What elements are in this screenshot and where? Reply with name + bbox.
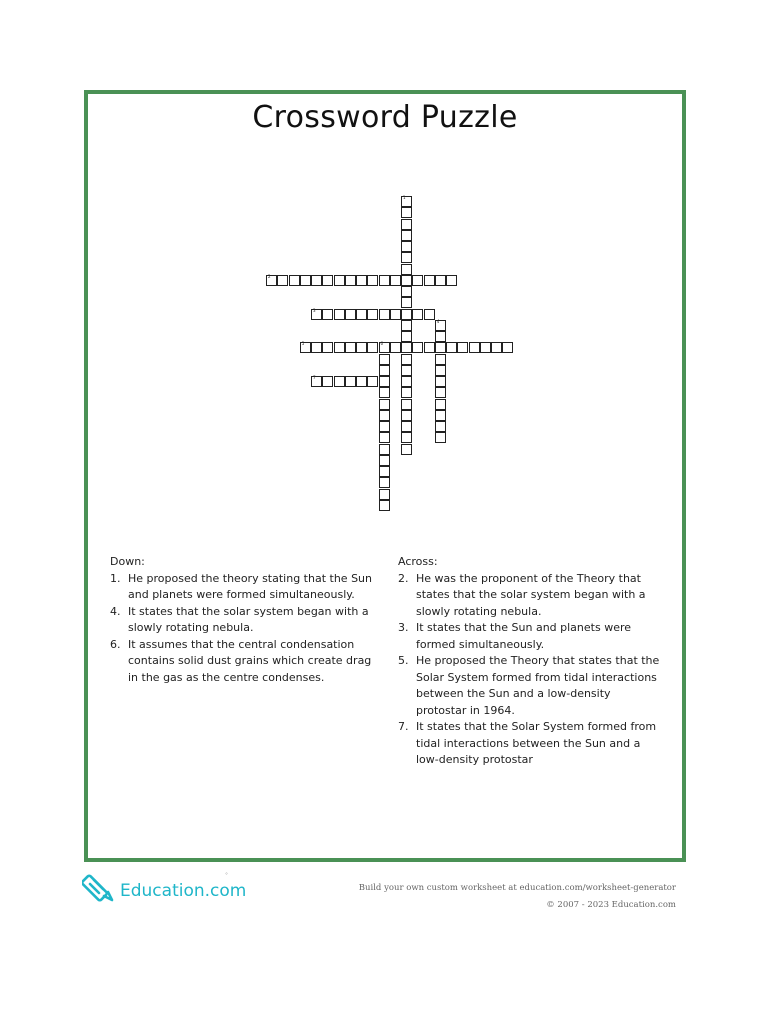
crossword-cell[interactable] [424,275,435,286]
crossword-cell[interactable] [334,309,345,320]
crossword-cell[interactable] [390,309,401,320]
crossword-cell[interactable] [435,275,446,286]
crossword-cell[interactable] [401,264,412,275]
footer-generator-link[interactable]: Build your own custom worksheet at education.com/worksheet-generator [358,883,676,893]
crossword-cell[interactable] [435,354,446,365]
crossword-cell[interactable] [367,342,378,353]
clue-text: It states that the solar system began with a slowly rotating nebula. [128,604,369,634]
crossword-cell[interactable] [401,241,412,252]
crossword-cell[interactable] [356,309,367,320]
crossword-cell[interactable] [435,410,446,421]
crossword-cell[interactable] [401,421,412,432]
crossword-cell[interactable] [322,309,333,320]
crossword-cell[interactable] [379,376,390,387]
cell-number: 5 [301,341,305,347]
crossword-cell[interactable] [356,376,367,387]
crossword-cell[interactable] [401,286,412,297]
crossword-cell[interactable] [379,432,390,443]
crossword-cell[interactable] [401,207,412,218]
crossword-cell[interactable] [401,387,412,398]
clue-text: It assumes that the central condensation contains solid dust grains which create drag in the gas as the centre condenses. [128,637,372,684]
cell-number: 4 [436,318,440,324]
crossword-cell[interactable] [322,342,333,353]
clue-number: 5. [398,654,409,667]
crossword-cell[interactable] [322,275,333,286]
crossword-cell[interactable] [401,354,412,365]
crossword-cell[interactable] [379,365,390,376]
crossword-cell[interactable] [379,309,390,320]
down-clues [110,554,372,686]
crossword-cell[interactable] [435,342,446,353]
crossword-cell[interactable] [390,275,401,286]
crossword-cell[interactable] [266,275,277,286]
crossword-cell[interactable] [424,309,435,320]
crossword-cell[interactable] [334,376,345,387]
crossword-cell[interactable] [356,342,367,353]
education-logo[interactable] [82,872,246,910]
crossword-cell[interactable] [401,275,412,286]
crossword-cell[interactable] [311,342,322,353]
clue-text: He proposed the theory stating that the Sun and planets were formed simultaneously. [128,571,372,601]
clue-text: He was the proponent of the Theory that states that the solar system began with a slowly rotating nebula. [416,571,646,618]
crossword-cell[interactable] [356,275,367,286]
crossword-cell[interactable] [379,387,390,398]
crossword-cell[interactable] [435,331,446,342]
across-clues [398,554,663,769]
crossword-cell[interactable] [345,376,356,387]
crossword-cell[interactable] [401,342,412,353]
crossword-cell[interactable] [401,252,412,263]
crossword-cell[interactable] [401,365,412,376]
crossword-cell[interactable] [401,432,412,443]
cell-number: 6 [380,341,384,347]
crossword-cell[interactable] [334,342,345,353]
clue-down-1 [110,571,372,604]
crossword-cell[interactable] [345,275,356,286]
crossword-cell[interactable] [300,342,311,353]
crossword-cell[interactable] [435,387,446,398]
crossword-cell[interactable] [289,275,300,286]
clue-number: 4. [110,604,121,618]
crossword-cell[interactable] [457,342,468,353]
clue-number: 7. [398,720,409,733]
crossword-cell[interactable] [277,275,288,286]
crossword-cell[interactable] [446,342,457,353]
clue-text: It states that the Sun and planets were formed simultaneously. [416,621,632,651]
cell-number: 1 [403,195,406,200]
page-title: Crossword Puzzle [252,100,518,135]
crossword-cell[interactable] [367,309,378,320]
crossword-cell[interactable] [401,331,412,342]
crossword-cell[interactable] [345,342,356,353]
crossword-cell[interactable] [401,399,412,410]
crossword-cell[interactable] [401,376,412,387]
clue-across-3 [398,620,663,653]
crossword-cell[interactable] [367,275,378,286]
crossword-cell[interactable] [311,376,322,387]
cell-number: 7 [313,375,316,380]
pencil-logo-icon [82,872,116,910]
crossword-cell[interactable] [446,275,457,286]
across-heading: Across: [398,555,438,568]
crossword-cell[interactable] [379,466,390,477]
clue-number: 6. [110,637,121,651]
crossword-cell[interactable] [502,342,513,353]
logo-text: Education.com [120,881,247,901]
crossword-cell[interactable] [390,342,401,353]
clue-down-4 [110,604,372,637]
crossword-cell[interactable] [379,399,390,410]
crossword-cell[interactable] [401,230,412,241]
crossword-cell[interactable] [401,309,412,320]
crossword-cell[interactable] [379,477,390,488]
crossword-cell[interactable] [401,297,412,308]
clue-text: It states that the Solar System formed from tidal interactions between the Sun and a low-density protostar [416,720,657,766]
crossword-cell[interactable] [435,399,446,410]
crossword-cell[interactable] [480,342,491,353]
crossword-cell[interactable] [435,421,446,432]
clue-down-6 [110,637,372,687]
crossword-cell[interactable] [412,342,423,353]
crossword-cell[interactable] [469,342,480,353]
clue-number: 3. [398,621,409,634]
crossword-cell[interactable] [401,320,412,331]
clue-across-7 [398,719,663,769]
crossword-cell[interactable] [379,489,390,500]
crossword-cell[interactable] [311,309,322,320]
crossword-cell[interactable] [491,342,502,353]
crossword-cell[interactable] [379,354,390,365]
crossword-cell[interactable] [367,376,378,387]
crossword-cell[interactable] [311,275,322,286]
registered-mark: ° [225,872,228,879]
crossword-cell[interactable] [435,432,446,443]
crossword-cell[interactable] [379,275,390,286]
crossword-cell[interactable] [401,444,412,455]
clue-number: 1. [110,571,121,585]
crossword-cell[interactable] [379,421,390,432]
crossword-cell[interactable] [435,365,446,376]
crossword-cell[interactable] [401,410,412,421]
crossword-cell[interactable] [379,444,390,455]
down-heading: Down: [110,555,145,568]
clue-across-5 [398,653,663,719]
crossword-cell[interactable] [334,275,345,286]
worksheet-frame [84,90,686,862]
crossword-cell[interactable] [379,342,390,353]
clue-number: 2. [398,571,409,585]
crossword-cell[interactable] [322,376,333,387]
cell-number: 3 [313,307,316,313]
cell-number: 2 [268,273,271,279]
crossword-cell[interactable] [345,309,356,320]
clue-across-2 [398,571,663,621]
clue-text: He proposed the Theory that states that the Solar System formed from tidal interactions between the Sun and a low-density protostar in 1964. [416,654,660,717]
crossword-cell[interactable] [401,219,412,230]
crossword-cell[interactable] [300,275,311,286]
footer-copyright: © 2007 - 2023 Education.com [546,900,676,910]
crossword-cell[interactable] [379,500,390,511]
crossword-cell[interactable] [412,275,423,286]
crossword-cell[interactable] [435,376,446,387]
crossword-cell[interactable] [424,342,435,353]
crossword-cell[interactable] [401,196,412,207]
crossword-cell[interactable] [412,309,423,320]
crossword-cell[interactable] [379,455,390,466]
crossword-cell[interactable] [435,320,446,331]
crossword-cell[interactable] [379,410,390,421]
